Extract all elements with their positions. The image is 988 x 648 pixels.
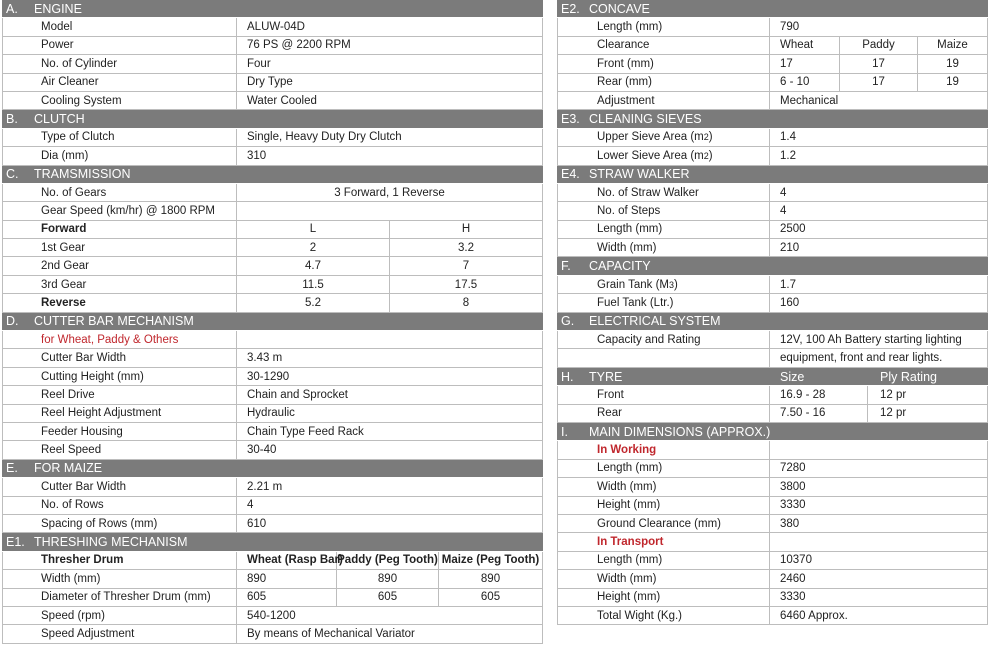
row-value: 2460 bbox=[770, 570, 988, 587]
cell-value: 605 bbox=[439, 589, 543, 606]
row-label: Air Cleaner bbox=[2, 74, 237, 91]
section-letter: E4. bbox=[561, 167, 580, 182]
crop-note: for Wheat, Paddy & Others bbox=[2, 331, 237, 348]
gear-high-head: H bbox=[390, 221, 543, 238]
section-header-tyre bbox=[557, 368, 988, 386]
table-row bbox=[557, 515, 988, 533]
section-letter: E2. bbox=[561, 1, 580, 16]
table-row bbox=[557, 221, 988, 239]
table-row bbox=[557, 147, 988, 165]
row-value: 540-1200 bbox=[237, 607, 543, 624]
table-row bbox=[2, 257, 543, 275]
row-value: Four bbox=[237, 55, 543, 72]
row-value: Chain and Sprocket bbox=[237, 386, 543, 403]
table-row bbox=[2, 478, 543, 496]
row-value: 6460 Approx. bbox=[770, 607, 988, 624]
col-head: Wheat (Rasp Bar) bbox=[237, 552, 337, 569]
section-title: CLUTCH bbox=[34, 112, 85, 127]
row-label: Reverse bbox=[2, 294, 237, 311]
gear-high-value: 17.5 bbox=[390, 276, 543, 293]
row-label: Height (mm) bbox=[557, 497, 770, 514]
row-label: Width (mm) bbox=[557, 570, 770, 587]
section-header-straw-walker bbox=[557, 166, 988, 184]
row-label: Width (mm) bbox=[557, 239, 770, 256]
section-header-engine bbox=[2, 0, 543, 18]
row-value: 310 bbox=[237, 147, 543, 164]
tyre-ply-head: Ply Rating bbox=[880, 369, 937, 384]
row-value: 3330 bbox=[770, 497, 988, 514]
row-label: Lower Sieve Area (m 2 ) bbox=[557, 147, 770, 164]
row-label: Reel Height Adjustment bbox=[2, 405, 237, 422]
row-value: By means of Mechanical Variator bbox=[237, 625, 543, 642]
row-label: No. of Gears bbox=[2, 184, 237, 201]
col-head: Wheat bbox=[770, 37, 840, 54]
col-head: Maize (Peg Tooth) bbox=[439, 552, 543, 569]
gear-high-value: 7 bbox=[390, 257, 543, 274]
tyre-ply: 12 pr bbox=[868, 386, 988, 403]
row-label: Speed (rpm) bbox=[2, 607, 237, 624]
cell-value: 17 bbox=[840, 74, 918, 91]
table-row bbox=[2, 386, 543, 404]
table-row bbox=[557, 497, 988, 515]
table-row bbox=[2, 405, 543, 423]
row-label: Cutter Bar Width bbox=[2, 349, 237, 366]
gear-low-head: L bbox=[237, 221, 390, 238]
row-label: 2nd Gear bbox=[2, 257, 237, 274]
subsection-title: In Transport bbox=[557, 533, 770, 550]
section-letter: B. bbox=[6, 112, 18, 127]
row-label: Length (mm) bbox=[557, 18, 770, 35]
cell-value: 890 bbox=[337, 570, 439, 587]
table-row bbox=[557, 239, 988, 257]
row-label: Upper Sieve Area (m 2 ) bbox=[557, 129, 770, 146]
table-row bbox=[557, 405, 988, 423]
table-row bbox=[2, 18, 543, 36]
row-label: Type of Clutch bbox=[2, 129, 237, 146]
gear-low-value: 2 bbox=[237, 239, 390, 256]
table-row bbox=[2, 294, 543, 312]
row-label: Cooling System bbox=[2, 92, 237, 109]
table-row bbox=[2, 552, 543, 570]
section-title: CLEANING SIEVES bbox=[589, 112, 702, 127]
col-head: Maize bbox=[918, 37, 988, 54]
gear-low-value: 5.2 bbox=[237, 294, 390, 311]
cell-value: 605 bbox=[237, 589, 337, 606]
table-row bbox=[557, 607, 988, 625]
row-label: Grain Tank (M 3 ) bbox=[557, 276, 770, 293]
row-label: Height (mm) bbox=[557, 589, 770, 606]
gear-low-value: 11.5 bbox=[237, 276, 390, 293]
section-title: FOR MAIZE bbox=[34, 461, 103, 476]
row-label: Thresher Drum bbox=[2, 552, 237, 569]
table-row bbox=[557, 331, 988, 349]
row-label: Adjustment bbox=[557, 92, 770, 109]
section-title: CONCAVE bbox=[589, 1, 650, 16]
table-row bbox=[2, 239, 543, 257]
row-label: 1st Gear bbox=[2, 239, 237, 256]
row-label: Diameter of Thresher Drum (mm) bbox=[2, 589, 237, 606]
table-row bbox=[557, 74, 988, 92]
row-label: Ground Clearance (mm) bbox=[557, 515, 770, 532]
table-row bbox=[557, 37, 988, 55]
row-value: 3800 bbox=[770, 478, 988, 495]
row-label: Length (mm) bbox=[557, 221, 770, 238]
section-title: ELECTRICAL SYSTEM bbox=[589, 314, 721, 329]
col-head: Paddy (Peg Tooth) bbox=[337, 552, 439, 569]
row-value-empty bbox=[770, 533, 988, 550]
table-row bbox=[557, 460, 988, 478]
row-label: Front (mm) bbox=[557, 55, 770, 72]
row-value-empty bbox=[237, 331, 543, 348]
cell-value: 890 bbox=[237, 570, 337, 587]
row-label: Rear bbox=[557, 405, 770, 422]
table-row bbox=[2, 276, 543, 294]
row-label: Model bbox=[2, 18, 237, 35]
cell-value: 17 bbox=[840, 55, 918, 72]
section-header-clutch bbox=[2, 110, 543, 128]
section-letter: D. bbox=[6, 314, 19, 329]
row-value: 3.43 m bbox=[237, 349, 543, 366]
table-row bbox=[2, 497, 543, 515]
row-value-empty bbox=[770, 441, 988, 458]
table-row bbox=[557, 478, 988, 496]
row-label: Dia (mm) bbox=[2, 147, 237, 164]
cell-value: 19 bbox=[918, 55, 988, 72]
row-value: 4 bbox=[237, 497, 543, 514]
section-letter: A. bbox=[6, 1, 18, 16]
row-label: Rear (mm) bbox=[557, 74, 770, 91]
table-row bbox=[557, 129, 988, 147]
tyre-ply: 12 pr bbox=[868, 405, 988, 422]
cell-value: 17 bbox=[770, 55, 840, 72]
row-value-empty bbox=[237, 202, 543, 219]
row-label: Gear Speed (km/hr) @ 1800 RPM bbox=[2, 202, 237, 219]
row-value: 10370 bbox=[770, 552, 988, 569]
section-header-capacity bbox=[557, 257, 988, 275]
row-value: 790 bbox=[770, 18, 988, 35]
section-header-cutter-bar bbox=[2, 313, 543, 331]
left-spec-column bbox=[2, 0, 543, 644]
cell-value: 6 - 10 bbox=[770, 74, 840, 91]
col-head: Paddy bbox=[840, 37, 918, 54]
table-row bbox=[2, 570, 543, 588]
row-label-empty bbox=[557, 349, 770, 366]
subsection-title: In Working bbox=[557, 441, 770, 458]
table-row bbox=[2, 221, 543, 239]
row-value: 4 bbox=[770, 202, 988, 219]
row-label: 3rd Gear bbox=[2, 276, 237, 293]
row-label: Length (mm) bbox=[557, 552, 770, 569]
section-letter: E. bbox=[6, 461, 18, 476]
table-row bbox=[2, 625, 543, 643]
table-row bbox=[557, 552, 988, 570]
table-row bbox=[557, 294, 988, 312]
table-row bbox=[557, 55, 988, 73]
cell-value: 605 bbox=[337, 589, 439, 606]
row-label: Cutting Height (mm) bbox=[2, 368, 237, 385]
row-value: 210 bbox=[770, 239, 988, 256]
row-label: Forward bbox=[2, 221, 237, 238]
table-row bbox=[2, 202, 543, 220]
table-row bbox=[557, 386, 988, 404]
row-value: 30-40 bbox=[237, 441, 543, 458]
table-row bbox=[2, 74, 543, 92]
section-header-electrical bbox=[557, 313, 988, 331]
section-letter: E1. bbox=[6, 535, 25, 550]
row-value: 610 bbox=[237, 515, 543, 532]
row-label: Clearance bbox=[557, 37, 770, 54]
table-row bbox=[557, 589, 988, 607]
table-row bbox=[2, 423, 543, 441]
row-value: 3 Forward, 1 Reverse bbox=[237, 184, 543, 201]
row-value: equipment, front and rear lights. bbox=[770, 349, 988, 366]
table-row bbox=[2, 129, 543, 147]
table-row bbox=[557, 441, 988, 459]
table-row bbox=[2, 147, 543, 165]
row-value: Mechanical bbox=[770, 92, 988, 109]
row-label: Width (mm) bbox=[2, 570, 237, 587]
row-label: Feeder Housing bbox=[2, 423, 237, 440]
table-row bbox=[557, 349, 988, 367]
section-header-concave bbox=[557, 0, 988, 18]
section-title: CUTTER BAR MECHANISM bbox=[34, 314, 194, 329]
table-row bbox=[557, 18, 988, 36]
row-label: Speed Adjustment bbox=[2, 625, 237, 642]
table-row bbox=[2, 37, 543, 55]
row-label: Fuel Tank (Ltr.) bbox=[557, 294, 770, 311]
section-title: TRAMSMISSION bbox=[34, 167, 131, 182]
section-letter: E3. bbox=[561, 112, 580, 127]
row-value: 76 PS @ 2200 RPM bbox=[237, 37, 543, 54]
row-value: Water Cooled bbox=[237, 92, 543, 109]
row-value: Chain Type Feed Rack bbox=[237, 423, 543, 440]
row-label: Spacing of Rows (mm) bbox=[2, 515, 237, 532]
section-letter: G. bbox=[561, 314, 575, 329]
row-value: 380 bbox=[770, 515, 988, 532]
section-title: TYRE bbox=[589, 369, 623, 384]
row-label: No. of Rows bbox=[2, 497, 237, 514]
row-value: 30-1290 bbox=[237, 368, 543, 385]
row-label: Width (mm) bbox=[557, 478, 770, 495]
section-header-transmission bbox=[2, 166, 543, 184]
row-label: Length (mm) bbox=[557, 460, 770, 477]
row-label: Cutter Bar Width bbox=[2, 478, 237, 495]
section-title: THRESHING MECHANISM bbox=[34, 535, 188, 550]
row-value: 1.2 bbox=[770, 147, 988, 164]
row-value: 4 bbox=[770, 184, 988, 201]
section-title: CAPACITY bbox=[589, 259, 651, 274]
section-header-threshing bbox=[2, 533, 543, 551]
table-row bbox=[557, 276, 988, 294]
row-label: Front bbox=[557, 386, 770, 403]
table-row bbox=[2, 441, 543, 459]
row-value: 12V, 100 Ah Battery starting lighting bbox=[770, 331, 988, 348]
table-row bbox=[2, 607, 543, 625]
gear-low-value: 4.7 bbox=[237, 257, 390, 274]
table-row bbox=[2, 368, 543, 386]
gear-high-value: 3.2 bbox=[390, 239, 543, 256]
row-label: Power bbox=[2, 37, 237, 54]
section-header-cleaning-sieves bbox=[557, 110, 988, 128]
gear-high-value: 8 bbox=[390, 294, 543, 311]
table-row bbox=[557, 184, 988, 202]
row-value: ALUW-04D bbox=[237, 18, 543, 35]
row-value: 1.7 bbox=[770, 276, 988, 293]
section-title: ENGINE bbox=[34, 1, 82, 16]
table-row bbox=[2, 515, 543, 533]
table-row bbox=[557, 92, 988, 110]
row-label: No. of Straw Walker bbox=[557, 184, 770, 201]
table-row bbox=[2, 92, 543, 110]
tyre-size-head: Size bbox=[780, 369, 805, 384]
row-label: Capacity and Rating bbox=[557, 331, 770, 348]
row-label: Total Wight (Kg.) bbox=[557, 607, 770, 624]
table-row bbox=[2, 55, 543, 73]
row-value: 160 bbox=[770, 294, 988, 311]
section-letter: H. bbox=[561, 369, 574, 384]
cell-value: 19 bbox=[918, 74, 988, 91]
table-row bbox=[557, 570, 988, 588]
section-title: MAIN DIMENSIONS (APPROX.) bbox=[589, 424, 771, 439]
row-value: 3330 bbox=[770, 589, 988, 606]
row-value: 1.4 bbox=[770, 129, 988, 146]
tyre-size: 16.9 - 28 bbox=[770, 386, 868, 403]
table-row bbox=[2, 589, 543, 607]
row-value: 2500 bbox=[770, 221, 988, 238]
section-letter: C. bbox=[6, 167, 19, 182]
table-row bbox=[2, 331, 543, 349]
table-row bbox=[2, 184, 543, 202]
right-spec-column bbox=[557, 0, 988, 625]
cell-value: 890 bbox=[439, 570, 543, 587]
row-label: Reel Speed bbox=[2, 441, 237, 458]
section-letter: I. bbox=[561, 424, 568, 439]
table-row bbox=[557, 202, 988, 220]
row-value: 2.21 m bbox=[237, 478, 543, 495]
tyre-size: 7.50 - 16 bbox=[770, 405, 868, 422]
row-label: Reel Drive bbox=[2, 386, 237, 403]
section-title: STRAW WALKER bbox=[589, 167, 690, 182]
section-letter: F. bbox=[561, 259, 571, 274]
row-label: No. of Cylinder bbox=[2, 55, 237, 72]
section-header-maize bbox=[2, 460, 543, 478]
table-row bbox=[2, 349, 543, 367]
row-value: 7280 bbox=[770, 460, 988, 477]
section-header-dimensions bbox=[557, 423, 988, 441]
table-row bbox=[557, 533, 988, 551]
row-label: No. of Steps bbox=[557, 202, 770, 219]
row-value: Dry Type bbox=[237, 74, 543, 91]
row-value: Single, Heavy Duty Dry Clutch bbox=[237, 129, 543, 146]
row-value: Hydraulic bbox=[237, 405, 543, 422]
